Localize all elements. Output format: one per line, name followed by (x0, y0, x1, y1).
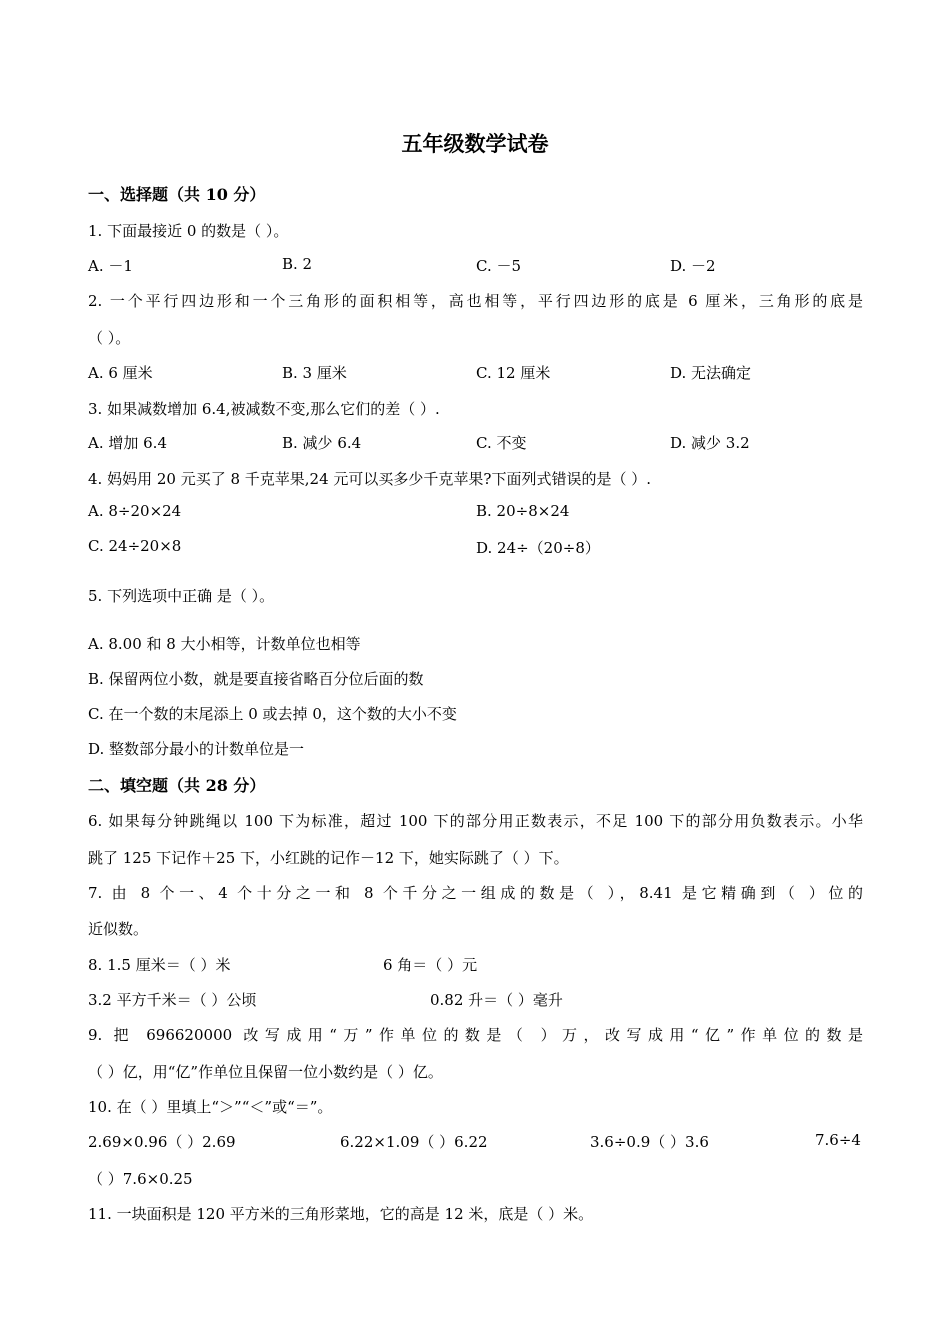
question-4-option-b: B. 20÷8×24 (476, 502, 570, 520)
question-11-stem: 11. 一块面积是 120 平方米的三角形菜地，它的高是 12 米，底是（ ）米。 (88, 1205, 594, 1223)
question-6-line2: 跳了 125 下记作＋25 下，小红跳的记作－12 下，她实际跳了（ ）下。 (88, 849, 569, 867)
question-4-option-d: D. 24÷（20÷8） (476, 539, 600, 557)
question-2-option-b: B. 3 厘米 (282, 364, 347, 382)
question-1-option-c: C. －5 (476, 257, 522, 275)
question-9-line1: 9. 把 696620000 改写成用“万”作单位的数是（ ）万，改写成用“亿”作单位的数是 (88, 1026, 863, 1044)
question-10-part-d: 7.6÷4 (815, 1131, 861, 1149)
question-2-stem-line1: 2. 一个平行四边形和一个三角形的面积相等，高也相等，平行四边形的底是 6 厘米，三角形的底是 (88, 292, 863, 310)
question-3-option-b: B. 减少 6.4 (282, 434, 362, 452)
question-8-part-d: 0.82 升＝（ ）毫升 (430, 991, 563, 1009)
question-7-line2: 近似数。 (88, 920, 149, 938)
question-10-stem: 10. 在（ ）里填上“＞”“＜”或“＝”。 (88, 1098, 333, 1116)
question-1-option-a: A. －1 (88, 257, 133, 275)
question-8-part-c: 3.2 平方千米＝（ ）公顷 (88, 991, 257, 1009)
question-5-option-b: B. 保留两位小数，就是要直接省略百分位后面的数 (88, 670, 424, 688)
question-8-part-a: 8. 1.5 厘米＝（ ）米 (88, 956, 231, 974)
question-1-option-d: D. －2 (670, 257, 716, 275)
question-3-option-c: C. 不变 (476, 434, 527, 452)
question-5-option-d: D. 整数部分最小的计数单位是一 (88, 740, 305, 758)
question-10-part-c: 3.6÷0.9（ ）3.6 (590, 1133, 709, 1151)
question-10-part-e: （ ）7.6×0.25 (88, 1170, 193, 1188)
question-1-stem: 1. 下面最接近 0 的数是（ ）。 (88, 222, 289, 240)
question-2-option-c: C. 12 厘米 (476, 364, 551, 382)
question-5-stem: 5. 下列选项中正确 是（ ）。 (88, 587, 275, 605)
question-9-line2: （ ）亿，用“亿”作单位且保留一位小数约是（ ）亿。 (88, 1063, 443, 1081)
question-2-stem-line2: （ ）。 (88, 329, 131, 347)
question-8-part-b: 6 角＝（ ）元 (383, 956, 478, 974)
question-3-option-d: D. 减少 3.2 (670, 434, 750, 452)
page-title: 五年级数学试卷 (401, 131, 549, 156)
question-2-option-a: A. 6 厘米 (88, 364, 153, 382)
question-4-option-c: C. 24÷20×8 (88, 537, 182, 555)
question-5-option-c: C. 在一个数的末尾添上 0 或去掉 0，这个数的大小不变 (88, 705, 457, 723)
question-5-option-a: A. 8.00 和 8 大小相等，计数单位也相等 (88, 635, 361, 653)
section-heading-choice: 一、选择题（共 10 分） (88, 185, 266, 204)
question-1-option-b: B. 2 (282, 255, 313, 273)
question-4-stem: 4. 妈妈用 20 元买了 8 千克苹果,24 元可以买多少千克苹果?下面列式错误的是（ ）. (88, 470, 651, 488)
question-3-option-a: A. 增加 6.4 (88, 434, 167, 452)
question-10-part-a: 2.69×0.96（ ）2.69 (88, 1133, 236, 1151)
question-3-stem: 3. 如果减数增加 6.4,被减数不变,那么它们的差（ ）. (88, 400, 440, 418)
question-6-line1: 6. 如果每分钟跳绳以 100 下为标准，超过 100 下的部分用正数表示，不足 100 下的部分用负数表示。小华 (88, 812, 863, 830)
question-10-part-b: 6.22×1.09（ ）6.22 (340, 1133, 488, 1151)
question-7-line1: 7. 由 8 个一、4 个十分之一和 8 个千分之一组成的数是（ ），8.41 是它精确到（ ）位的 (88, 884, 863, 902)
question-4-option-a: A. 8÷20×24 (88, 502, 182, 520)
question-2-option-d: D. 无法确定 (670, 364, 752, 382)
section-heading-fill: 二、填空题（共 28 分） (88, 776, 266, 795)
